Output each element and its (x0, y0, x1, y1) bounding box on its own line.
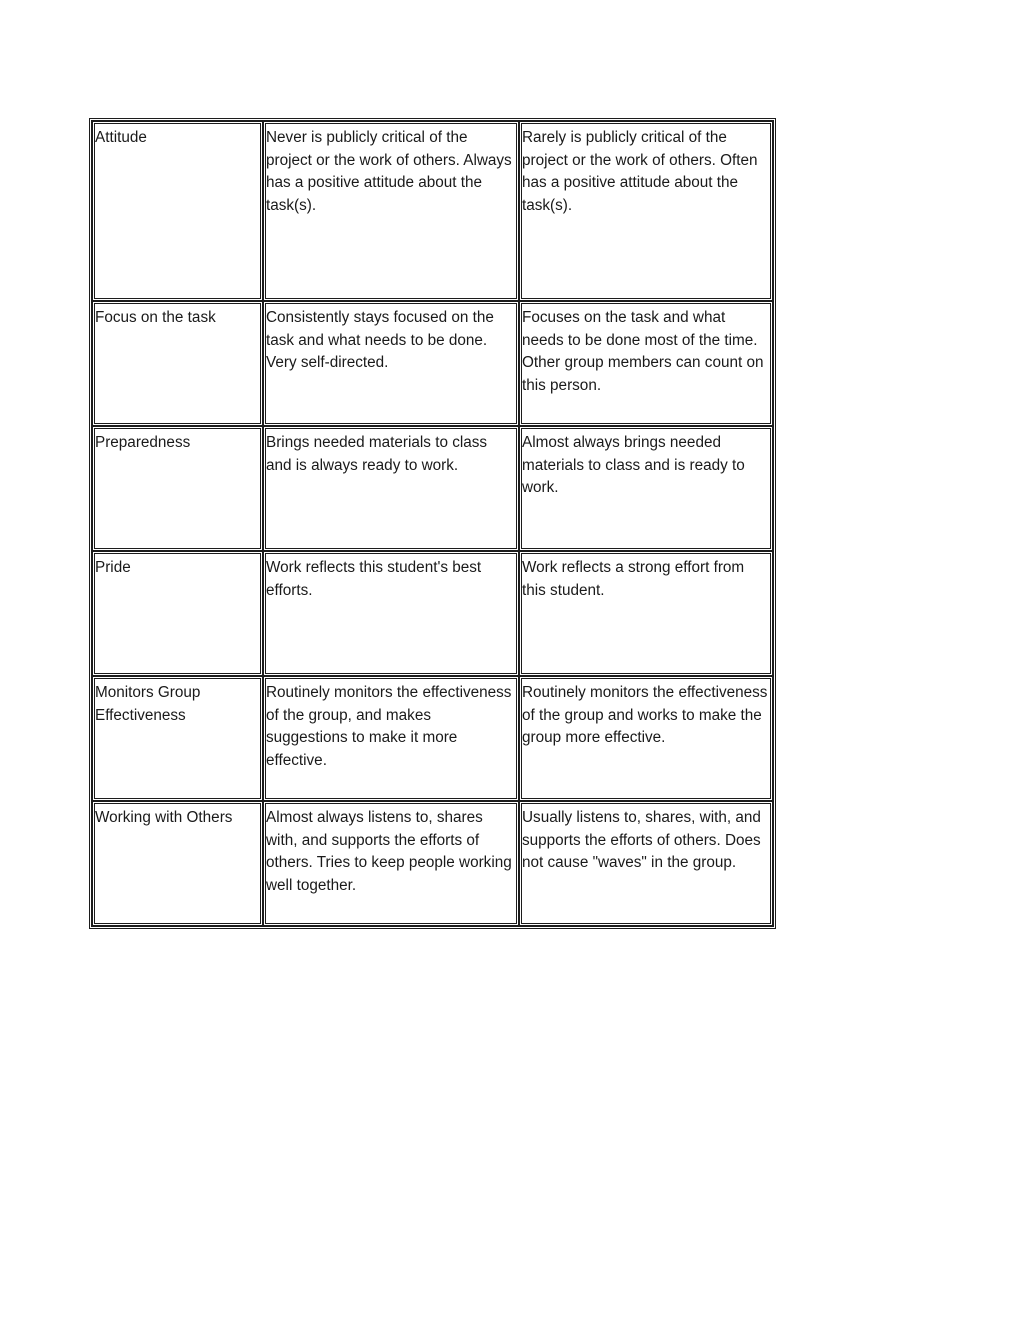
table-row (92, 426, 773, 551)
category-cell: Preparedness (92, 426, 263, 551)
criteria-cell: Rarely is publicly critical of the project or the work of others. Often has a positive attitude about the task(s). (519, 121, 773, 301)
criteria-cell: Almost always brings needed materials to class and is ready to work. (519, 426, 773, 551)
category-cell: Pride (92, 551, 263, 676)
table-row (92, 121, 773, 301)
criteria-cell: Never is publicly critical of the project or the work of others. Always has a positive attitude about the task(s). (263, 121, 519, 301)
criteria-cell: Brings needed materials to class and is always ready to work. (263, 426, 519, 551)
table-row (92, 676, 773, 801)
criteria-cell: Usually listens to, shares, with, and supports the efforts of others. Does not cause "waves" in the group. (519, 801, 773, 926)
table-row (92, 551, 773, 676)
criteria-cell: Routinely monitors the effectiveness of the group, and makes suggestions to make it more effective. (263, 676, 519, 801)
table-row (92, 801, 773, 926)
category-cell: Attitude (92, 121, 263, 301)
criteria-cell: Work reflects this student's best efforts. (263, 551, 519, 676)
rubric-table (89, 118, 776, 929)
category-cell: Focus on the task (92, 301, 263, 426)
criteria-cell: Almost always listens to, shares with, and supports the efforts of others. Tries to keep people working well together. (263, 801, 519, 926)
category-cell: Monitors Group Effectiveness (92, 676, 263, 801)
criteria-cell: Routinely monitors the effectiveness of the group and works to make the group more effective. (519, 676, 773, 801)
table-row (92, 301, 773, 426)
category-cell: Working with Others (92, 801, 263, 926)
criteria-cell: Focuses on the task and what needs to be done most of the time. Other group members can count on this person. (519, 301, 773, 426)
criteria-cell: Consistently stays focused on the task and what needs to be done. Very self-directed. (263, 301, 519, 426)
criteria-cell: Work reflects a strong effort from this student. (519, 551, 773, 676)
